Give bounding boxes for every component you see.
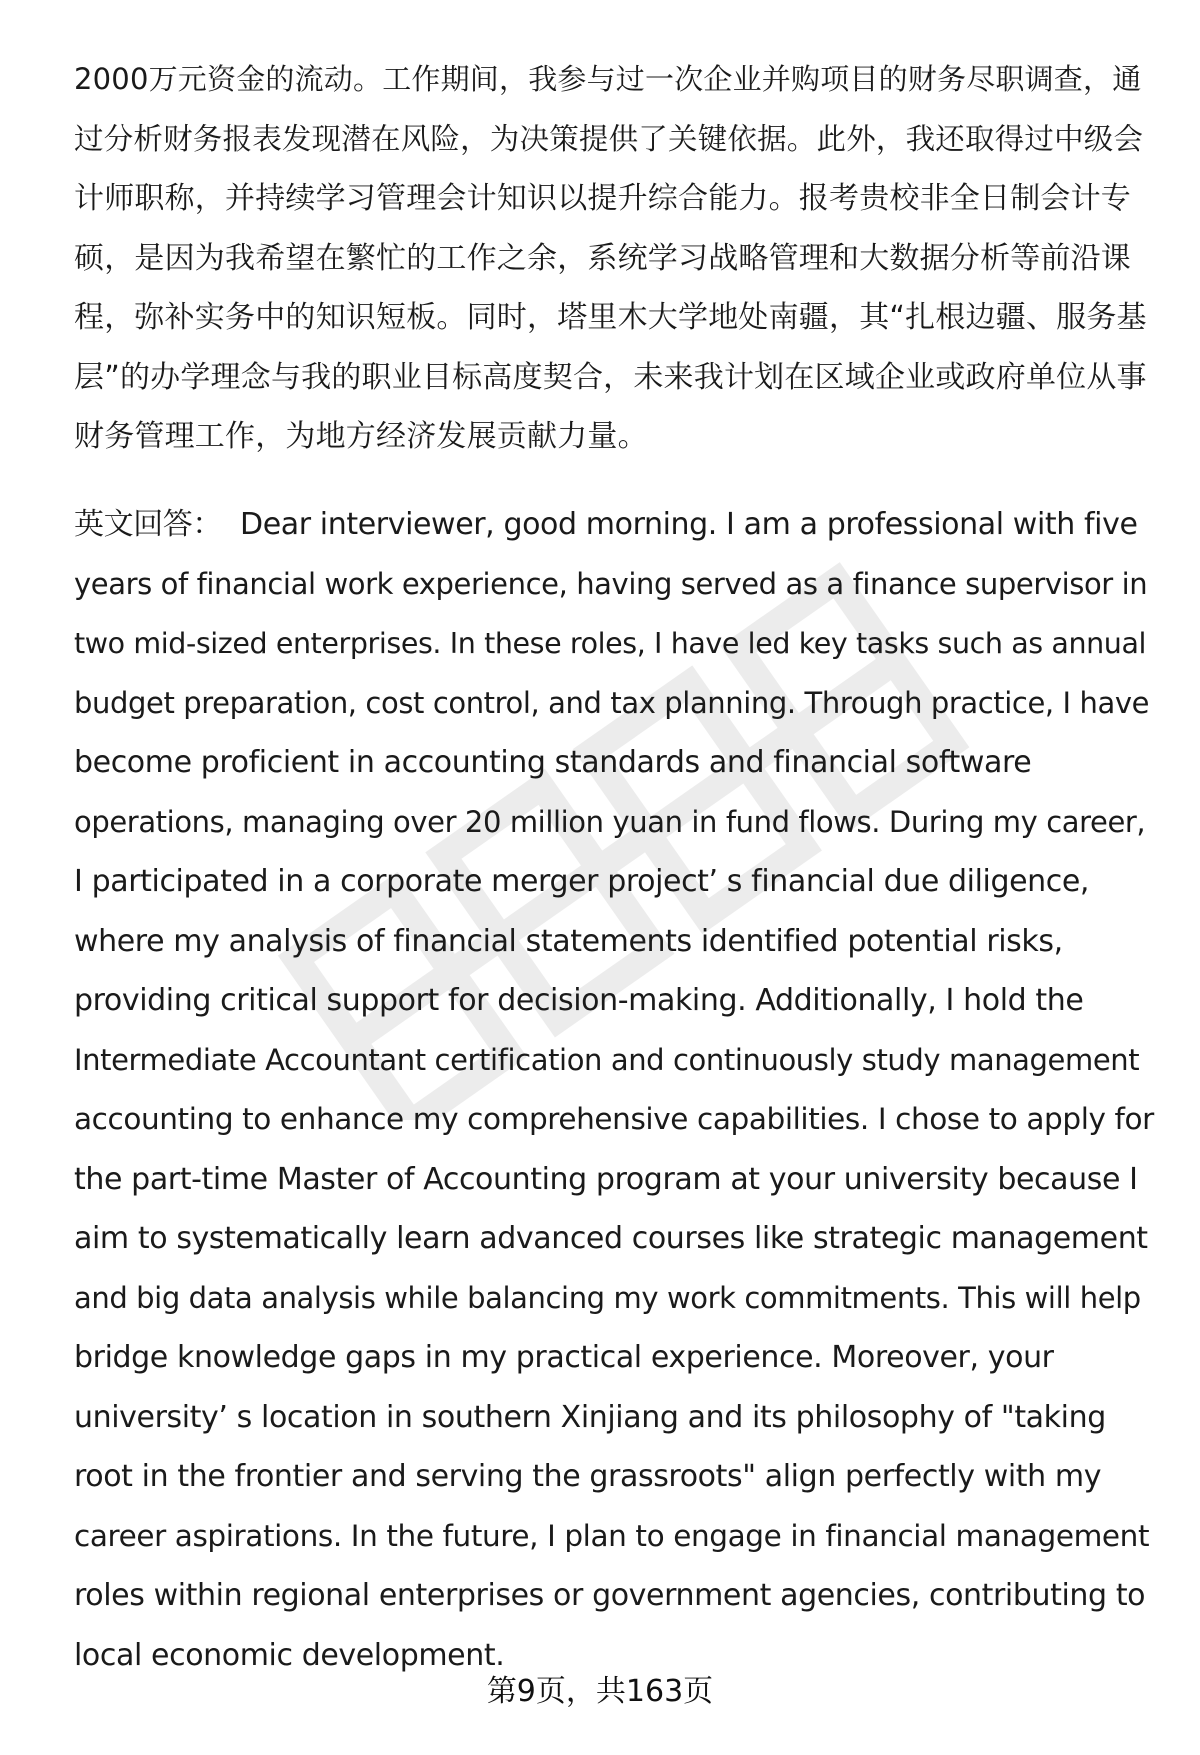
zh-line-3: 计师职称，并持续学习管理会计知识以提升综合能力。报考贵校非全日制会计专	[74, 181, 1131, 216]
zh-line-7: 财务管理工作，为地方经济发展贡献力量。	[74, 419, 648, 454]
en-line-4: budget preparation, cost control, and tax planning. Through practice, I have	[74, 685, 1150, 720]
en-line-14: and big data analysis while balancing my work commitments. This will help	[74, 1280, 1141, 1315]
en-line-1	[74, 495, 1154, 555]
en-line-17: root in the frontier and serving the grassroots" align perfectly with my	[74, 1459, 1102, 1494]
en-line-16: university’ s location in southern Xinjiang and its philosophy of "taking	[74, 1399, 1106, 1435]
en-line-8: where my analysis of financial statements identified potential risks,	[74, 923, 1063, 959]
en-line-13: aim to systematically learn advanced courses like strategic management	[74, 1221, 1148, 1256]
en-line-19: roles within regional enterprises or government agencies, contributing to	[74, 1578, 1146, 1613]
en-line-6: operations, managing over 20 million yuan in fund flows. During my career,	[74, 804, 1146, 839]
en-line-20: local economic development.	[74, 1637, 505, 1673]
en-line-7: I participated in a corporate merger project’ s financial due diligence,	[74, 864, 1090, 899]
chinese-paragraph	[74, 50, 1154, 467]
zh-line-6: 层”的办学理念与我的职业目标高度契合，未来我计划在区域企业或政府单位从事	[74, 359, 1147, 395]
en-line-15: bridge knowledge gaps in my practical experience. Moreover, your	[74, 1340, 1054, 1375]
en-line-3: two mid-sized enterprises. In these roles, I have led key tasks such as annual	[74, 627, 1147, 660]
en-first-line-text: Dear interviewer, good morning. I am a professional with five	[240, 507, 1138, 542]
en-line-5: become proficient in accounting standards and financial software	[74, 745, 1032, 780]
zh-line-2: 过分析财务报表发现潜在风险，为决策提供了关键依据。此外，我还取得过中级会	[74, 121, 1144, 156]
zh-line-1: 2000万元资金的流动。工作期间，我参与过一次企业并购项目的财务尽职调查，通	[74, 62, 1142, 96]
en-line-2: years of financial work experience, having served as a finance supervisor in	[74, 566, 1148, 601]
en-line-10: Intermediate Accountant certification and continuously study management	[74, 1042, 1140, 1077]
page-number-footer: 第9页，共163页	[486, 1674, 714, 1709]
zh-line-4: 硕，是因为我希望在繁忙的工作之余，系统学习战略管理和大数据分析等前沿课	[74, 240, 1131, 276]
english-answer-paragraph	[74, 495, 1154, 1685]
en-line-9: providing critical support for decision-making. Additionally, I hold the	[74, 983, 1084, 1018]
en-line-11: accounting to enhance my comprehensive capabilities. I chose to apply for	[74, 1102, 1154, 1136]
en-line-12: the part-time Master of Accounting program at your university because I	[74, 1161, 1138, 1197]
zh-line-5: 程，弥补实务中的知识短板。同时，塔里木大学地处南疆，其“扎根边疆、服务基	[74, 300, 1147, 335]
en-line-18: career aspirations. In the future, I plan to engage in financial management	[74, 1518, 1150, 1553]
english-answer-label: 英文回答：	[74, 507, 222, 542]
